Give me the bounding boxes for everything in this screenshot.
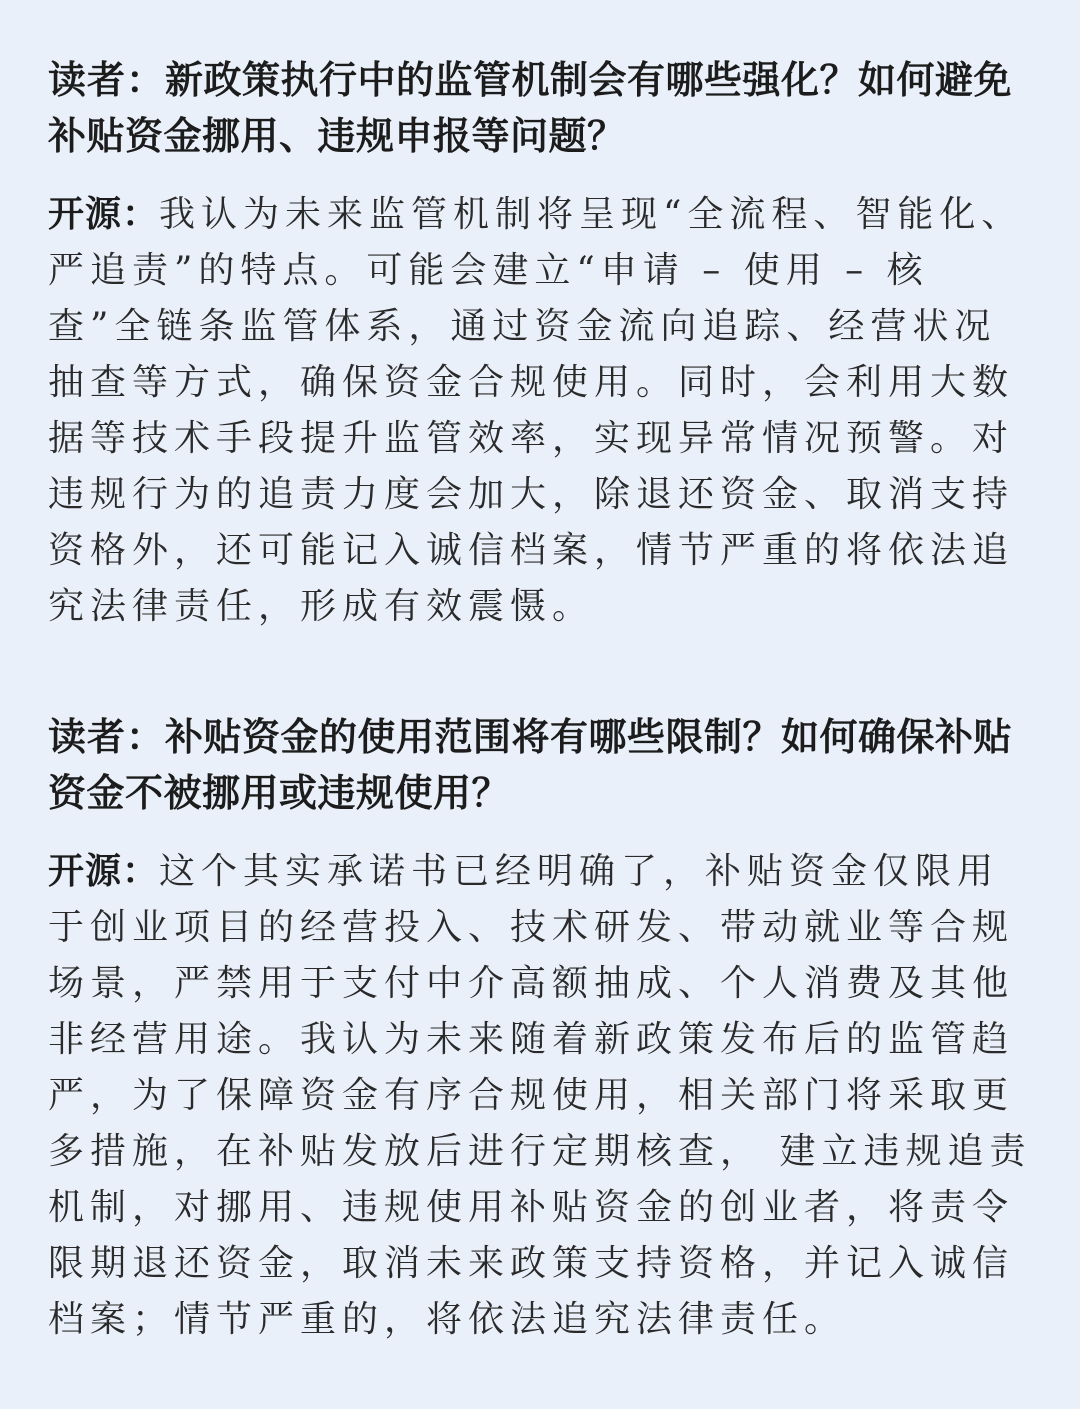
answer-1 <box>48 186 1032 635</box>
question-speaker-2: 读者： <box>48 714 166 759</box>
answer-speaker-1: 开源： <box>48 193 160 235</box>
question-speaker-1: 读者： <box>48 57 166 102</box>
question-2 <box>48 709 1032 821</box>
question-1 <box>48 52 1032 164</box>
article-content <box>48 52 1032 1348</box>
answer-2 <box>48 843 1032 1348</box>
qa-block-1 <box>48 52 1032 635</box>
question-text-1: 新政策执行中的监管机制会有哪些强化？如何避免补贴资金挪用、违规申报等问题？ <box>48 57 1013 158</box>
question-text-2: 补贴资金的使用范围将有哪些限制？如何确保补贴资金不被挪用或违规使用？ <box>48 714 1013 815</box>
answer-speaker-2: 开源： <box>48 850 160 892</box>
answer-text-1: 我认为未来监管机制将呈现“全流程、智能化、严追责”的特点。可能会建立“申请 – 使用 – 核查”全链条监管体系，通过资金流向追踪、经营状况抽查等方式，确保资金合规使用。同时，会利用大数据等技术手段提升监管效率，实现异常情况预警。对违规行为的追责力度会加大，除退还资金、取消支持资格外，还可能记入诚信档案，情节严重的将依法追究法律责任，形成有效震慑。 <box>48 194 1024 627</box>
qa-block-2 <box>48 709 1032 1348</box>
answer-text-2: 这个其实承诺书已经明确了，补贴资金仅限用于创业项目的经营投入、技术研发、带动就业等合规场景，严禁用于支付中介高额抽成、个人消费及其他非经营用途。我认为未来随着新政策发布后的监管趋严，为了保障资金有序合规使用，相关部门将采取更多措施，在补贴发放后进行定期核查， 建立违规追责机制，对挪用、违规使用补贴资金的创业者，将责令限期退还资金，取消未来政策支持资格，并记入诚信档案；情节严重的，将依法追究法律责任。 <box>48 851 1032 1340</box>
